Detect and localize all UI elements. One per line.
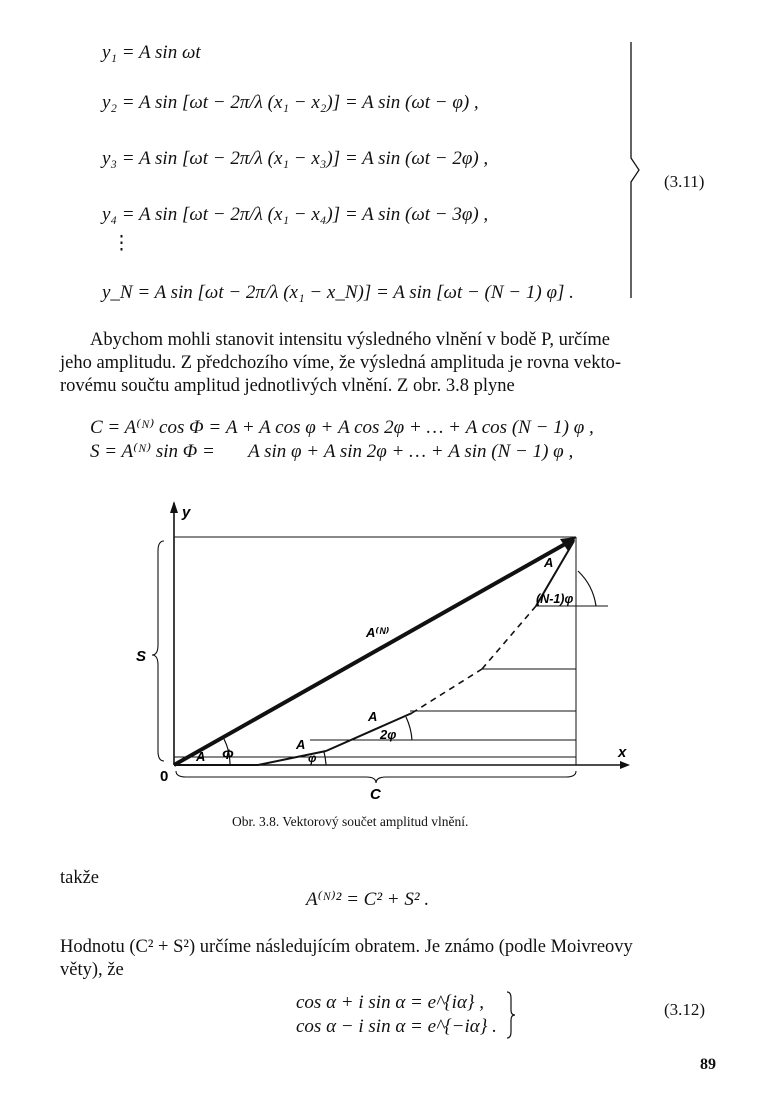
paragraph-2 — [60, 936, 728, 982]
equation-number-3-11: (3.11) — [664, 172, 705, 191]
paragraph-1 — [60, 329, 728, 398]
label-A-3: A — [368, 709, 378, 724]
right-brace — [625, 40, 645, 302]
label-C: C — [370, 786, 381, 803]
paragraph-1-line-3: rovému součtu amplitud jednotlivých vlnění. Z obr. 3.8 plyne — [60, 376, 515, 396]
eq-line-y2: y₂ = A sin [ωt − 2π/λ (x₁ − x₂)] = A sin (ωt − φ) , — [102, 92, 479, 113]
eq-line-y4: y₄ = A sin [ωt − 2π/λ (x₁ − x₄)] = A sin (ωt − 3φ) , — [102, 204, 489, 225]
vector-dashed-1 — [412, 669, 482, 713]
vector-dashed-2 — [482, 606, 536, 669]
eq-3-12-line-1: cos α + i sin α = e^{iα} , — [296, 992, 485, 1013]
y-axis-arrow-icon — [170, 501, 178, 513]
paragraph-2-line-2: věty), že — [60, 960, 124, 980]
paragraph-1-line-1: Abychom mohli stanovit intensitu výsledného vlnění v bodě P, určíme — [90, 330, 610, 350]
label-2phi: 2φ — [380, 727, 397, 742]
resultant-vector — [174, 539, 574, 765]
origin-label: 0 — [160, 768, 169, 785]
equation-C: C = A⁽ᴺ⁾ cos Φ = A + A cos φ + A cos 2φ + … + A cos (N − 1) φ , — [90, 417, 594, 438]
figure-vector-sum — [130, 495, 650, 805]
brace-S — [152, 541, 164, 761]
eq-line-y3: y₃ = A sin [ωt − 2π/λ (x₁ − x₃)] = A sin (ωt − 2φ) , — [102, 148, 489, 169]
page-number: 89 — [700, 1056, 716, 1073]
paragraph-1-line-2: jeho amplitudu. Z předchozího víme, že výsledná amplituda je rovna vekto- — [60, 353, 621, 373]
label-S: S — [136, 648, 147, 665]
axis-y-label: y — [182, 504, 191, 521]
brace-C — [176, 771, 576, 783]
label-A-last: A — [544, 555, 554, 570]
equation-AN-squared: A⁽ᴺ⁾² = C² + S² . — [306, 889, 430, 910]
figure-caption: Obr. 3.8. Vektorový součet amplitud vlnění. — [232, 814, 469, 829]
eq-line-y1: y₁ = A sin ωt — [102, 42, 201, 63]
angle-arc-phi — [324, 752, 326, 765]
label-N1phi: (N-1)φ — [536, 592, 574, 606]
equation-S: S = A⁽ᴺ⁾ sin Φ = A sin φ + A sin 2φ + … + A sin (N − 1) φ , — [90, 441, 574, 462]
right-brace-3-12 — [503, 990, 519, 1040]
label-A-1: A — [196, 749, 206, 764]
axis-x-label: x — [618, 744, 627, 761]
label-Phi: Φ — [222, 746, 234, 762]
eq-line-dots: ⋮ — [112, 233, 131, 254]
label-AN: A⁽ᴺ⁾ — [366, 625, 390, 640]
paragraph-2-line-1: Hodnotu (C² + S²) určíme následujícím obratem. Je známo (podle Moivreovy — [60, 937, 633, 957]
eq-line-yN: y_N = A sin [ωt − 2π/λ (x₁ − x_N)] = A sin [ωt − (N − 1) φ] . — [102, 282, 574, 303]
text-takze: takže — [60, 868, 100, 888]
label-A-2: A — [296, 737, 306, 752]
angle-arc-2phi — [406, 717, 412, 740]
x-axis-arrow-icon — [620, 761, 630, 769]
label-phi: φ — [308, 751, 317, 765]
angle-arc-N1phi — [578, 571, 596, 606]
equation-number-3-12: (3.12) — [664, 1000, 706, 1019]
eq-3-12-line-2: cos α − i sin α = e^{−iα} . — [296, 1016, 497, 1037]
